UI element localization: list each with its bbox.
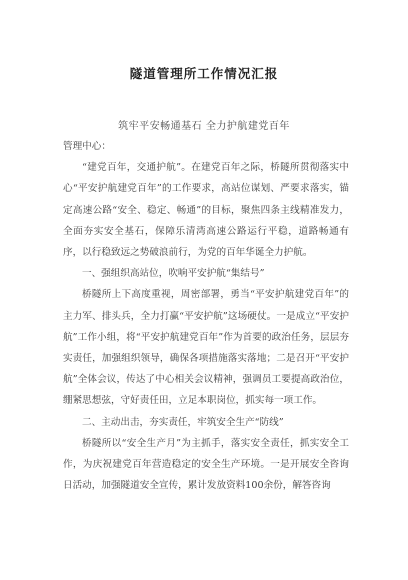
section-heading-1: 一、强组织高站位，吹响平安护航“集结号” xyxy=(82,268,265,280)
section-heading-2: 二、主动出击，夯实责任，牢筑安全生产“防线” xyxy=(82,416,284,428)
salutation: 管理中心： xyxy=(63,141,111,152)
document-title: 隧道管理所工作情况汇报 xyxy=(129,66,279,81)
paragraph-section-2: 桥隧所以“安全生产月”为主抓手，落实安全责任，抓实安全工作，为庆祝建党百年营造稳定的安全生产环境。一是开展安全咨询日活动，加强隧道安全宣传，累计发放资料100余份，解答咨询 xyxy=(63,437,349,492)
document-body xyxy=(63,136,349,496)
paragraph-section-1: 桥隧所上下高度重视，周密部署，勇当“平安护航建党百年”的主力军、排头兵，全力打赢“平安护航”这场硬仗。一是成立“平安护航”工作小组，将“平安护航建党百年”作为首要的政治任务，层层夯实责任，加强组织领导，确保各项措施落实落地；二是召开“平安护航”全体会议，传达了中心相关会议精神，强调员工要提高政治位，绷紧思想弦，守好责任田，立足本职岗位，抓实每一项工作。 xyxy=(63,289,349,407)
paragraph-intro: “建党百年，交通护航”。在建党百年之际，桥隧所贯彻落实中心“平安护航建党百年”的工作要求，高站位谋划、严要求落实，锚定高速公路“安全、稳定、畅通”的目标，聚焦四条主线精准发力，全面夯实安全基石，保障乐清湾高速公路运行平稳，道路畅通有序，以行稳致远之势破浪前行，为党的百年华诞全力护航。 xyxy=(63,162,349,259)
document-subtitle: 筑牢平安畅通基石 全力护航建党百年 xyxy=(118,121,290,132)
